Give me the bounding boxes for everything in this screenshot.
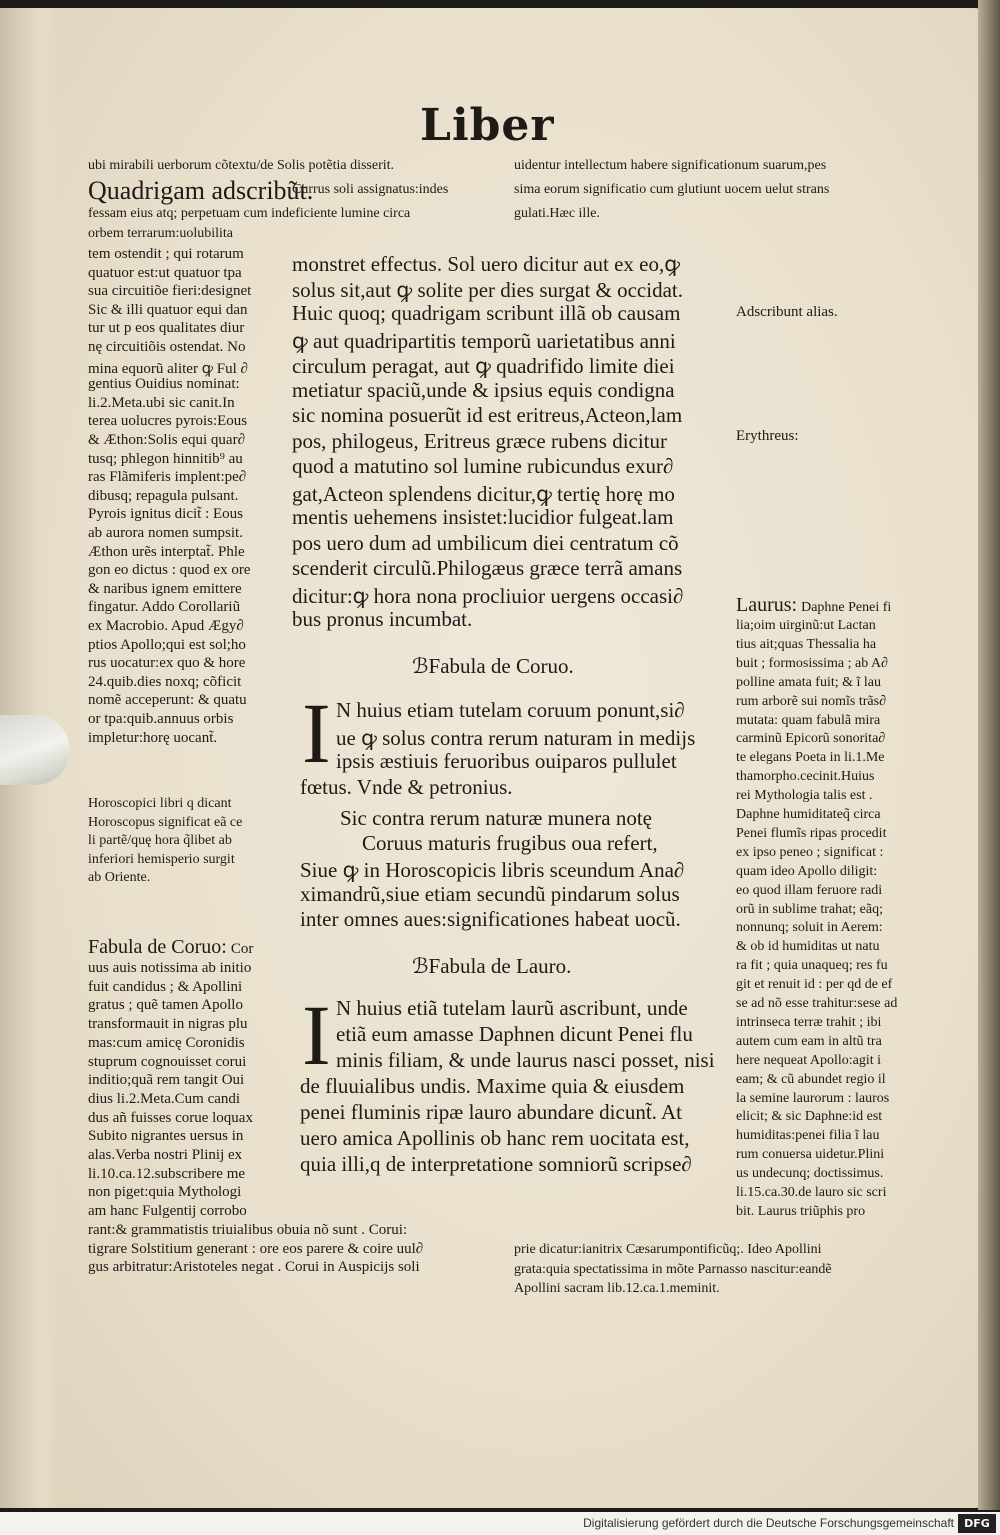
gloss-line: & ob id humiditas ut natu — [736, 939, 880, 955]
gloss-line: mas:cum amicę Coronidis — [88, 1034, 245, 1051]
top-line-left-a: ubi mirabili uerborum cõtextu/de Solis potẽtia disserit. — [88, 158, 395, 173]
gloss-line: alas.Verba nostri Plinij ex — [88, 1147, 243, 1163]
section-1-initial: I — [302, 685, 331, 781]
gloss-line: & naribus ignem emittere — [88, 580, 242, 597]
gloss-line: eo quod illam feruore radi — [736, 882, 883, 898]
fabula-de-coruo-gloss-title-rest: Cor — [230, 941, 254, 957]
gloss-line: dus añ fuisses corue loquax — [88, 1109, 253, 1126]
gloss-line: mutata: quam fabulã mira — [736, 712, 881, 728]
gloss-line: gus arbitratur:Aristoteles negat . Corui in Auspicijs soli — [88, 1259, 420, 1276]
main-text-line: metiatur spaciũ,unde & ipsius equis condigna — [292, 377, 675, 402]
gloss-line: dibusq; repagula pulsant. — [88, 487, 239, 504]
gloss-line: stuprum cognouisset corui — [88, 1053, 247, 1070]
gloss-line: eam; & cũ abundet regio il — [736, 1071, 886, 1087]
verse-line: Coruus maturis frugibus oua refert, — [362, 831, 658, 855]
running-head: Liber — [420, 100, 555, 151]
right-gloss-heading — [736, 594, 891, 617]
digitization-footer — [0, 1512, 1000, 1535]
gloss-line: fuit candidus ; & Apollini — [88, 978, 243, 995]
main-text-line: etiã eum amasse Daphnen dicunt Penei flu — [336, 1022, 693, 1046]
page-clip — [0, 715, 70, 785]
main-text-line: minis filiam, & unde laurus nasci posset, nisi — [336, 1048, 715, 1072]
gloss-line: us undecunq; doctissimus. — [736, 1166, 884, 1182]
gloss-line: Æthon urẽs interptat̃. Phle — [88, 543, 245, 560]
section-2-initial: I — [302, 987, 331, 1083]
section-1-title — [412, 654, 574, 679]
gloss-line: rum arborẽ sui nomĩs trãs∂ — [736, 693, 887, 709]
top-line-left-d: orbem terrarum:uolubilita — [88, 226, 234, 241]
gloss-line: 24.quib.dies noxq; cõficit — [88, 673, 242, 690]
laurus-gloss-title: Laurus: — [736, 594, 798, 616]
left-gloss-3-heading — [88, 936, 253, 959]
gloss-line: autem cum eam in altũ tra — [736, 1033, 882, 1049]
gloss-line: gon eo dictus : quod ex ore — [88, 562, 251, 579]
gloss-line: git et renuit id : per qd de ef — [736, 977, 893, 993]
gloss-line: li.15.ca.30.de lauro sic scri — [736, 1185, 887, 1200]
main-text-line: mentis uehemens insistet:lucidior fulgeat.lam — [292, 505, 674, 529]
main-text-line: N huius etiam tutelam coruum ponunt,si∂ — [336, 698, 685, 722]
main-text-line: solus sit,aut ꝙ solite per dies surgat & occidat. — [292, 277, 683, 302]
section-1-title-text: Fabula de Coruo. — [428, 654, 574, 678]
gloss-line: terea uolucres pyrois:Eous — [88, 413, 248, 430]
gloss-line: transformauit in nigras plu — [88, 1016, 248, 1033]
paragraph-mark-icon: ℬ — [412, 654, 429, 678]
footer-text: Digitalisierung gefördert durch die Deutsche Forschungsgemeinschaft — [583, 1516, 954, 1530]
gloss-line: rum conuersa uidetur.Plini — [736, 1147, 885, 1163]
main-text-line: ximandrũ,siue etiam secundũ pindarum solus — [300, 881, 680, 906]
main-text-line: fœtus. Vnde & petronius. — [300, 774, 513, 799]
gloss-line: se ad nõ esse trahitur:sese ad — [736, 996, 898, 1011]
gloss-line: li.10.ca.12.subscribere me — [88, 1165, 246, 1182]
gloss-line: ex ipso peneo ; significat : — [736, 844, 884, 860]
gloss-line: polline amata fuit; & ĩ lau — [736, 674, 882, 690]
gloss-line: ab aurora nomen sumpsit. — [88, 525, 243, 541]
main-text-line: quod a matutino sol lumine rubicundus exur∂ — [292, 454, 674, 478]
gloss-line: gratus ; quẽ tamen Apollo — [88, 997, 243, 1014]
main-text-line: uero amica Apollinis ob hanc rem uocitata est, — [300, 1126, 690, 1150]
gloss-line: Daphne humiditateq̃ circa — [736, 807, 881, 822]
gloss-line: nonnunq; soluit in Aerem: — [736, 920, 883, 936]
dfg-logo: DFG — [958, 1514, 996, 1533]
top-line-left-b: Currus soli assignatus:indes — [292, 182, 449, 197]
main-text-line: circulum peragat, aut ꝙ quadrifido limite diei — [292, 354, 675, 378]
main-text-line: Huic quoq; quadrigam scribunt illã ob causam — [292, 301, 681, 325]
gloss-line: & Æthon:Solis equi quar∂ — [88, 432, 245, 448]
gloss-line: tur ut p eos qualitates diur — [88, 320, 245, 337]
main-text-line: scenderit circulũ.Philogæus græce terrã amans — [292, 556, 683, 580]
top-line-left-b-heading: Quadrigam adscribũt. — [88, 176, 314, 205]
main-text-line: N huius etiã tutelam laurũ ascribunt, unde — [336, 996, 688, 1020]
gloss-line: lia;oim uirginũ:ut Lactan — [736, 618, 876, 633]
bottom-line: Apollini sacram lib.12.ca.1.meminit. — [514, 1281, 720, 1296]
paragraph-mark-icon: ℬ — [412, 954, 429, 978]
gloss-line: orũ in sublime trahat; eãq; — [736, 901, 883, 917]
main-text-line: ipsis æstiuis feruoribus ouiparos pullulet — [336, 749, 677, 773]
section-2-title — [412, 954, 571, 979]
main-text-line: inter omnes aues:significationes habeat uocũ. — [300, 907, 681, 931]
main-text-line: pos uero dum ad umbilicum diei centratum cõ — [292, 530, 679, 555]
top-line-left-c: fessam eius atq; perpetuam cum indeficiente lumine circa — [88, 206, 411, 221]
gloss-line: tem ostendit ; qui rotarum — [88, 246, 244, 262]
gloss-line: rant:& grammatistis triuialibus obuia nõ sunt . Corui: — [88, 1221, 408, 1238]
gloss-line: ex Macrobio. Apud Ægy∂ — [88, 618, 244, 634]
gloss-line: thamorpho.cecinit.Huius — [736, 769, 875, 785]
top-line-right-b: sima eorum significatio cum glutiunt uocem uelut strans — [514, 182, 830, 197]
fabula-de-coruo-gloss-title: Fabula de Coruo: — [88, 936, 227, 958]
gloss-line: Horoscopici libri q dicant — [88, 796, 232, 811]
gloss-line: li partẽ/quę hora q̃libet ab — [88, 833, 232, 848]
gloss-line: nę circuitiõis ostendat. No — [88, 339, 246, 355]
gloss-line: Subito nigrantes uersus in — [88, 1128, 244, 1145]
gloss-line: or tpa:quib.annuus orbis — [88, 711, 234, 727]
main-text-line: quia illi,q de interpretatione somniorũ scripse∂ — [300, 1152, 692, 1176]
main-text-line: sic nomina posuerũt id est eritreus,Acteon,lam — [292, 403, 683, 427]
gloss-line: Pyrois ignitus dicit̃ : Eous — [88, 506, 244, 523]
main-text-line: gat,Acteon splendens dicitur,ꝙ tertię horę mo — [292, 481, 675, 506]
main-text-line: ue ꝙ solus contra rerum naturam in medijs — [336, 725, 696, 750]
gloss-line: buit ; formosissima ; ab A∂ — [736, 655, 888, 671]
gloss-line: mina equorũ aliter ꝙ Ful ∂ — [88, 360, 248, 377]
gloss-line: ras Flãmiferis implent:pe∂ — [88, 469, 247, 486]
gloss-line: inditio;quã rem tangit Oui — [88, 1072, 245, 1089]
main-text-line: penei fluminis ripæ lauro abundare dicunt̃. At — [300, 1100, 682, 1124]
gloss-line: ab Oriente. — [88, 870, 151, 885]
gloss-line: inferiori hemisperio surgit — [88, 851, 235, 867]
gloss-line: am hanc Fulgentij corrobo — [88, 1203, 247, 1220]
gloss-line: humiditas:penei filia ĩ lau — [736, 1128, 880, 1144]
gloss-line: non piget:quia Mythologi — [88, 1184, 242, 1201]
gloss-line: quatuor est:ut quatuor tpa — [88, 264, 242, 281]
gloss-line: rei Mythologia talis est . — [736, 788, 873, 804]
gloss-line: sua circuitiõe fieri:designet — [88, 283, 252, 300]
verse-line: Sic contra rerum naturæ munera notę — [340, 806, 652, 830]
gloss-line: tigrare Solstitium generant : ore eos parere & coire uul∂ — [88, 1240, 424, 1257]
main-text-line: monstret effectus. Sol uero dicitur aut ex eo,ꝙ — [292, 252, 681, 276]
top-line-right-a: uidentur intellectum habere significationum suarum,pes — [514, 158, 827, 173]
main-text-line: ꝙ aut quadripartitis temporũ uarietatibus anni — [292, 328, 676, 353]
gloss-line: li.2.Meta.ubi sic canit.In — [88, 394, 235, 411]
bottom-line: grata:quia spectatissima in mõte Parnasso nascitur:eandẽ — [514, 1261, 832, 1277]
gloss-line: impletur:horę uocant̃. — [88, 729, 218, 746]
gloss-line: Sic & illi quatuor equi dan — [88, 301, 248, 318]
gloss-line: uus auis notissima ab initio — [88, 960, 252, 976]
gloss-line: la semine laurorum : lauros — [736, 1090, 890, 1106]
gloss-line: tusq; phlegon hinnitib⁹ au — [88, 450, 243, 467]
gloss-line: nomẽ acceperunt: & quatu — [88, 692, 247, 709]
gloss-line: Horoscopus significat eã ce — [88, 814, 243, 830]
note-erythreus: Erythreus: — [736, 428, 799, 444]
gloss-line: ptios Apollo;qui est sol;ho — [88, 636, 246, 653]
gloss-line: intrinseca terræ trahit ; ibi — [736, 1014, 882, 1030]
section-2-title-text: Fabula de Lauro. — [428, 954, 572, 978]
note-adscribunt: Adscribunt alias. — [736, 304, 838, 320]
top-line-right-c: gulati.Hæc ille. — [514, 206, 600, 221]
main-text-line: dicitur:ꝙ hora nona procliuior uergens occasi∂ — [292, 583, 684, 608]
main-text-line: bus pronus incumbat. — [292, 607, 473, 631]
gloss-line: tius ait;quas Thessalia ha — [736, 636, 877, 652]
gloss-line: dius li.2.Meta.Cum candi — [88, 1090, 241, 1107]
gloss-line: elicit; & sic Daphne:id est — [736, 1109, 883, 1125]
gloss-line: gentius Ouidius nominat: — [88, 376, 240, 393]
main-text-line: Siue ꝙ in Horoscopicis libris sceundum Ana∂ — [300, 858, 685, 882]
gloss-line: fingatur. Addo Corollariũ — [88, 599, 241, 616]
gloss-line: carminũ Epicorũ sonorita∂ — [736, 731, 886, 747]
gloss-line: bit. Laurus triũphis pro — [736, 1203, 866, 1219]
main-text-line: de fluuialibus undis. Maxime quia & eiusdem — [300, 1074, 685, 1098]
page-edge — [978, 0, 1000, 1510]
gloss-line: ra fit ; quia unaqueq; res fu — [736, 958, 888, 974]
gloss-line: Penei flumĩs ripas procedit — [736, 825, 887, 841]
main-text-line: pos, philogeus, Eritreus græce rubens dicitur — [292, 428, 668, 453]
gloss-line: te elegans Poeta in li.1.Me — [736, 750, 885, 766]
laurus-gloss-title-rest: Daphne Penei fi — [801, 600, 892, 615]
bottom-line: prie dicatur:ianitrix Cæsarumpontificũq;. Ideo Apollini — [514, 1242, 822, 1257]
gloss-line: rus uocatur:ex quo & hore — [88, 655, 246, 672]
gloss-line: here nequeat Apollo:agit i — [736, 1052, 882, 1068]
gloss-line: quam ideo Apollo diligit: — [736, 863, 878, 879]
